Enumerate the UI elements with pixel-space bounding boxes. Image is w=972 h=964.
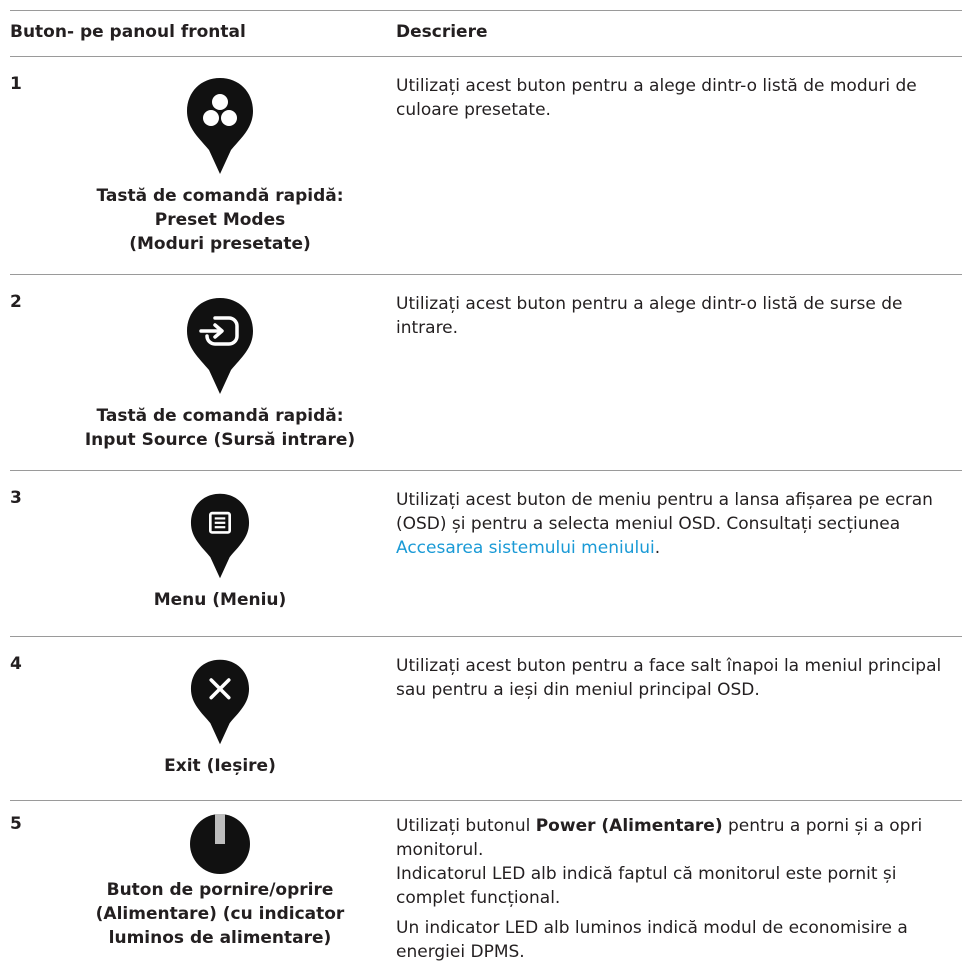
- description-text-part: Utilizați acest buton de meniu pentru a lansa afișarea pe ecran (OSD) și pentru a selecta meniul OSD. Consultați secțiunea: [396, 490, 933, 534]
- row-rule: [10, 800, 962, 801]
- button-cell: [50, 296, 390, 452]
- caption-line: (Alimentare) (cu indicator: [95, 904, 345, 924]
- caption-line: Tastă de comandă rapidă:: [96, 406, 344, 426]
- button-cell: [50, 492, 390, 612]
- input-source-icon: [185, 296, 255, 396]
- description-text: Utilizați acest buton pentru a face salt înapoi la meniul principal sau pentru a ieși din meniul principal OSD.: [396, 656, 942, 700]
- description-text: Utilizați acest buton pentru a alege dintr-o listă de surse de intrare.: [396, 294, 903, 338]
- row-description: [396, 74, 962, 122]
- row-description: [396, 654, 962, 702]
- description-bold-text: Power (Alimentare): [535, 816, 723, 836]
- close-icon: [188, 658, 252, 746]
- row-description: [396, 814, 962, 964]
- button-caption: [50, 588, 390, 612]
- row-number: 2: [10, 292, 22, 312]
- top-rule: [10, 10, 962, 11]
- button-cell: [50, 76, 390, 256]
- button-caption: [50, 878, 390, 950]
- row-number: 3: [10, 488, 22, 508]
- header-description-column: Descriere: [396, 22, 488, 42]
- description-text: [396, 488, 962, 560]
- button-caption: [50, 754, 390, 778]
- description-text-part: .: [654, 538, 661, 558]
- section-link[interactable]: Accesarea sistemului meniului: [396, 538, 655, 558]
- header-button-column: Buton- pe panoul frontal: [10, 22, 246, 42]
- description-text: Utilizați acest buton pentru a alege dintr-o listă de moduri de culoare presetate.: [396, 76, 917, 120]
- caption-line: Input Source (Sursă intrare): [84, 430, 356, 450]
- row-description: [396, 292, 962, 340]
- button-caption: [50, 184, 390, 256]
- row-rule: [10, 274, 962, 275]
- power-icon: [188, 812, 252, 876]
- description-text-part: pentru a porni și a opri monitorul.: [396, 816, 923, 860]
- caption-line: (Moduri presetate): [129, 234, 311, 254]
- caption-line: Exit (Ieșire): [164, 756, 276, 776]
- preset-modes-icon: [185, 76, 255, 176]
- caption-line: luminos de alimentare): [108, 928, 332, 948]
- description-text-part: Utilizați butonul: [396, 816, 536, 836]
- caption-line: Tastă de comandă rapidă:: [96, 186, 344, 206]
- button-caption: [50, 404, 390, 452]
- button-cell: [50, 658, 390, 778]
- description-text: [396, 814, 962, 862]
- row-number: 5: [10, 814, 22, 834]
- row-number: 1: [10, 74, 22, 94]
- row-rule: [10, 636, 962, 637]
- caption-line: Preset Modes: [154, 210, 286, 230]
- caption-line: Menu (Meniu): [153, 590, 287, 610]
- row-number: 4: [10, 654, 22, 674]
- description-text: Un indicator LED alb luminos indică modul de economisire a energiei DPMS.: [396, 918, 908, 962]
- caption-line: Buton de pornire/oprire: [106, 880, 334, 900]
- row-rule: [10, 470, 962, 471]
- header-rule: [10, 56, 962, 57]
- row-description: [396, 488, 962, 560]
- description-text: Indicatorul LED alb indică faptul că monitorul este pornit și complet funcțional.: [396, 864, 897, 908]
- menu-icon: [188, 492, 252, 580]
- button-cell: [50, 812, 390, 950]
